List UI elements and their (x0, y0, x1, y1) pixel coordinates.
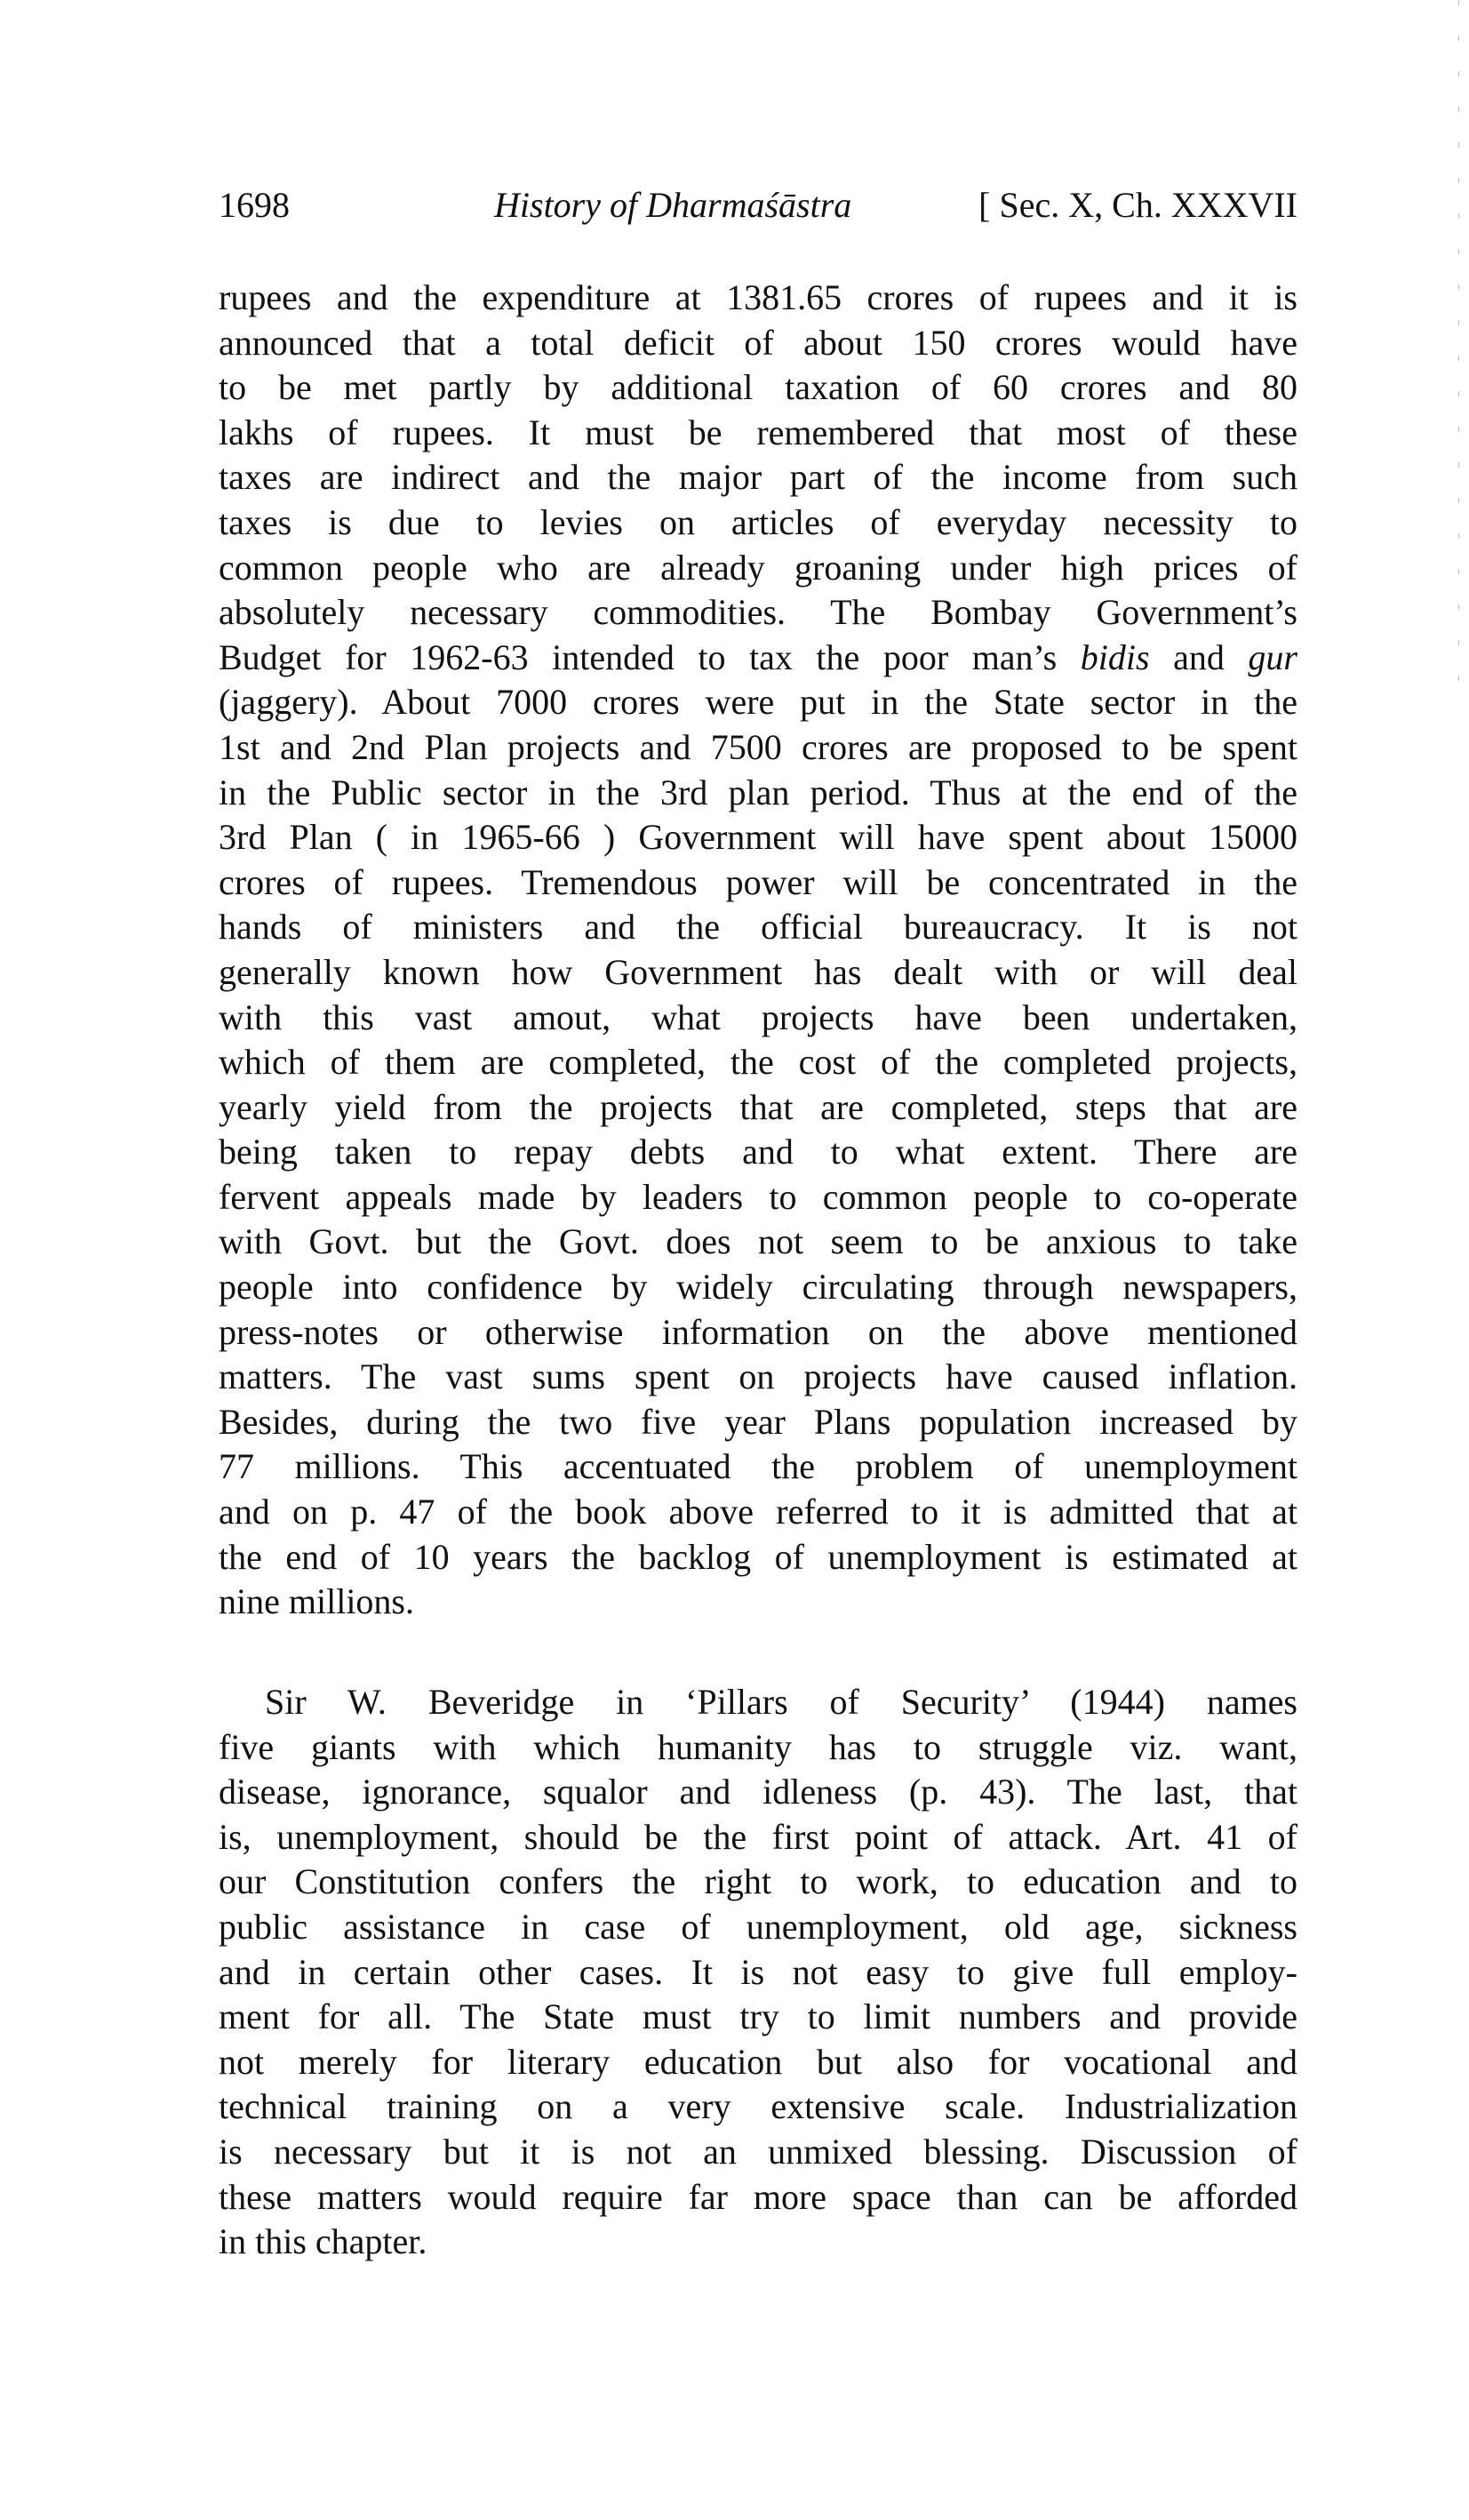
text-segment: people into confidence by widely circulating through newspapers, (219, 1267, 1297, 1308)
text-segment: being taken to repay debts and to what extent. There are (219, 1132, 1297, 1172)
text-line (219, 950, 1297, 996)
text-segment: and in certain other cases. It is not easy to give full employ- (219, 1951, 1297, 1992)
text-segment: announced that a total deficit of about 150 crores would have (219, 322, 1297, 363)
text-line (219, 1310, 1297, 1356)
text-line (219, 276, 1297, 321)
text-segment: taxes is due to levies on articles of everyday necessity to (219, 501, 1297, 542)
text-segment: is, unemployment, should be the first point of attack. Art. 41 of (219, 1816, 1297, 1857)
text-line (219, 500, 1297, 546)
text-segment: hands of ministers and the official bureaucracy. It is not (219, 907, 1297, 948)
text-line (219, 1220, 1297, 1265)
text-line (219, 1995, 1297, 2040)
text-segment: and on p. 47 of the book above referred to it is admitted that at (219, 1492, 1297, 1532)
text-line (219, 725, 1297, 771)
text-line (219, 411, 1297, 456)
text-line (219, 680, 1297, 725)
text-line (219, 1040, 1297, 1085)
text-segment: crores of rupees. Tremendous power will be concentrated in the (219, 861, 1297, 902)
text-segment: 77 millions. This accentuated the problem of unemployment (219, 1446, 1297, 1487)
text-line (219, 321, 1297, 366)
page-number: 1698 (219, 185, 290, 225)
text-line (219, 1905, 1297, 1950)
text-segment: public assistance in case of unemployment, old age, sickness (219, 1906, 1297, 1947)
text-segment: is necessary but it is not an unmixed blessing. Discussion of (219, 2131, 1297, 2172)
scan-edge-mark (1458, 0, 1459, 711)
text-segment: matters. The vast sums spent on projects have caused inflation. (219, 1356, 1297, 1397)
text-line (219, 2040, 1297, 2085)
text-segment: rupees and the expenditure at 1381.65 crores of rupees and it is (219, 277, 1297, 317)
text-segment: absolutely necessary commodities. The Bombay Government’s (219, 592, 1297, 633)
text-segment: ment for all. The State must try to limit numbers and provide (219, 1996, 1297, 2037)
text-line (219, 1535, 1297, 1580)
text-line (219, 860, 1297, 906)
text-line (219, 1175, 1297, 1220)
text-line (219, 1680, 1297, 1725)
text-segment: with Govt. but the Govt. does not seem to be anxious to take (219, 1221, 1297, 1262)
text-segment: lakhs of rupees. It must be remembered that most of these (219, 412, 1297, 452)
text-segment: five giants with which humanity has to struggle viz. want, (219, 1726, 1297, 1767)
text-line (219, 455, 1297, 500)
text-segment: in this chapter. (219, 2221, 427, 2262)
paragraph (219, 276, 1297, 1625)
text-line (219, 2130, 1297, 2175)
text-segment: and (1149, 636, 1249, 677)
text-segment: these matters would require far more space than can be afforded (219, 2176, 1297, 2217)
text-line (219, 771, 1297, 816)
text-segment: 1st and 2nd Plan projects and 7500 crores are proposed to be spent (219, 726, 1297, 767)
text-segment: nine millions. (219, 1581, 414, 1622)
text-segment: fervent appeals made by leaders to common people to co-operate (219, 1176, 1297, 1217)
text-line (219, 1085, 1297, 1131)
text-segment: Sir W. Beveridge in ‘Pillars of Security’ (1944) names (265, 1682, 1297, 1722)
text-line (219, 1770, 1297, 1815)
text-line (219, 1580, 1297, 1625)
text-line (219, 996, 1297, 1041)
text-segment: press-notes or otherwise information on the above mentioned (219, 1311, 1297, 1352)
text-line (219, 905, 1297, 950)
text-segment: not merely for literary education but also for vocational and (219, 2041, 1297, 2082)
paragraph (219, 1680, 1297, 2265)
text-segment: (jaggery). About 7000 crores were put in the State sector in the (219, 682, 1297, 723)
text-segment: taxes are indirect and the major part of the income from such (219, 457, 1297, 498)
text-line (219, 1400, 1297, 1445)
italic-term: bidis (1080, 636, 1150, 677)
text-line (219, 636, 1297, 681)
text-segment: 3rd Plan ( in 1965-66 ) Government will have spent about 15000 (219, 817, 1297, 858)
text-line (219, 815, 1297, 860)
text-line (219, 1265, 1297, 1310)
text-segment: in the Public sector in the 3rd plan period. Thus at the end of the (219, 772, 1297, 812)
text-line (219, 2220, 1297, 2265)
text-line (219, 2084, 1297, 2130)
section-reference: [ Sec. X, Ch. XXXVII (978, 185, 1297, 225)
text-line (219, 1355, 1297, 1400)
text-line (219, 2175, 1297, 2220)
text-segment: our Constitution confers the right to work, to education and to (219, 1861, 1297, 1902)
text-segment: common people who are already groaning under high prices of (219, 547, 1297, 588)
text-line (219, 1860, 1297, 1905)
text-segment: Besides, during the two five year Plans population increased by (219, 1401, 1297, 1442)
text-line (219, 546, 1297, 591)
text-line (219, 590, 1297, 636)
text-line (219, 365, 1297, 411)
text-line (219, 1444, 1297, 1490)
book-title: History of Dharmaśāstra (494, 185, 852, 225)
text-segment: the end of 10 years the backlog of unemployment is estimated at (219, 1536, 1297, 1577)
text-segment: yearly yield from the projects that are completed, steps that are (219, 1086, 1297, 1127)
text-line (219, 1130, 1297, 1175)
text-segment: technical training on a very extensive scale. Industrialization (219, 2086, 1297, 2127)
text-line (219, 1490, 1297, 1535)
text-segment: generally known how Government has dealt with or will deal (219, 951, 1297, 992)
text-segment: which of them are completed, the cost of the completed projects, (219, 1042, 1297, 1083)
text-segment: to be met partly by additional taxation of 60 crores and 80 (219, 367, 1297, 408)
italic-term: gur (1248, 636, 1297, 677)
text-segment: with this vast amout, what projects have been undertaken, (219, 996, 1297, 1037)
text-line (219, 1950, 1297, 1996)
text-line (219, 1815, 1297, 1860)
text-segment: Budget for 1962-63 intended to tax the poor man’s (219, 636, 1081, 677)
text-line (219, 1725, 1297, 1771)
text-segment: disease, ignorance, squalor and idleness (p. 43). The last, that (219, 1772, 1297, 1812)
running-header (219, 182, 1297, 228)
